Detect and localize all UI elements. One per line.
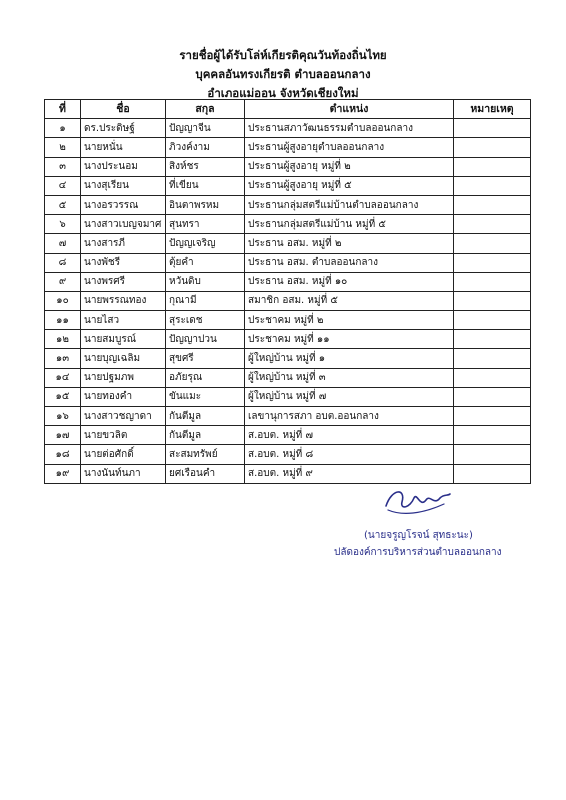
cell-name: นางพัชรี — [81, 253, 166, 272]
cell-surname: ขันแมะ — [166, 387, 245, 406]
cell-no: ๑๑ — [45, 311, 81, 330]
cell-position: ประธานกลุ่มสตรีแม่บ้านตำบลออนกลาง — [245, 195, 454, 214]
document-subtitle: บุคคลอันทรงเกียรติ ตำบลออนกลาง — [195, 67, 371, 81]
cell-position: ส.อบต. หมู่ที่ ๙ — [245, 464, 454, 483]
cell-surname: สะสมทรัพย์ — [166, 445, 245, 464]
cell-position: ประธานผู้สูงอายุ หมู่ที่ ๕ — [245, 176, 454, 195]
cell-no: ๑๖ — [45, 407, 81, 426]
cell-surname: สุนทรา — [166, 215, 245, 234]
cell-no: ๕ — [45, 195, 81, 214]
cell-position: ประธาน อสม. หมู่ที่ ๑๐ — [245, 272, 454, 291]
cell-remark — [454, 407, 531, 426]
cell-position: ประธานผู้สูงอายุ หมู่ที่ ๒ — [245, 157, 454, 176]
cell-remark — [454, 253, 531, 272]
cell-remark — [454, 291, 531, 310]
cell-position: เลขานุการสภา อบต.ออนกลาง — [245, 407, 454, 426]
document-location: อำเภอแม่ออน จังหวัดเชียงใหม่ — [207, 86, 359, 100]
table-row — [45, 176, 531, 195]
table-row — [45, 119, 531, 138]
cell-surname: สุขศรี — [166, 349, 245, 368]
cell-name: นางประนอม — [81, 157, 166, 176]
cell-surname: ปัญญาปวน — [166, 330, 245, 349]
table-row — [45, 234, 531, 253]
header-position: ตำแหน่ง — [245, 100, 454, 119]
cell-no: ๑๙ — [45, 464, 81, 483]
cell-no: ๔ — [45, 176, 81, 195]
cell-name: นางสุเรียน — [81, 176, 166, 195]
cell-name: นางสาวเบญจมาศ — [81, 215, 166, 234]
cell-remark — [454, 330, 531, 349]
cell-remark — [454, 215, 531, 234]
cell-no: ๑๗ — [45, 426, 81, 445]
cell-name: นายทองคำ — [81, 387, 166, 406]
cell-remark — [454, 387, 531, 406]
cell-position: ผู้ใหญ่บ้าน หมู่ที่ ๑ — [245, 349, 454, 368]
cell-no: ๑๔ — [45, 368, 81, 387]
cell-position: ประธานผู้สูงอายุตำบลออนกลาง — [245, 138, 454, 157]
cell-position: ประธานสภาวัฒนธรรมตำบลออนกลาง — [245, 119, 454, 138]
table-row — [45, 387, 531, 406]
cell-remark — [454, 195, 531, 214]
header-no: ที่ — [45, 100, 81, 119]
cell-position: สมาชิก อสม. หมู่ที่ ๕ — [245, 291, 454, 310]
table-row — [45, 272, 531, 291]
table-row — [45, 349, 531, 368]
cell-name: นายสมบูรณ์ — [81, 330, 166, 349]
cell-no: ๑๓ — [45, 349, 81, 368]
cell-name: นายต่อศักดิ์ — [81, 445, 166, 464]
cell-position: ประชาคม หมู่ที่ ๑๑ — [245, 330, 454, 349]
cell-surname: ปัญญเจริญ — [166, 234, 245, 253]
cell-name: นายบุญเฉลิม — [81, 349, 166, 368]
table-row — [45, 157, 531, 176]
cell-surname: ภิวงค์งาม — [166, 138, 245, 157]
cell-surname: กุณามี — [166, 291, 245, 310]
cell-remark — [454, 157, 531, 176]
cell-remark — [454, 234, 531, 253]
table-row — [45, 445, 531, 464]
cell-remark — [454, 464, 531, 483]
signatory-position: ปลัดองค์การบริหารส่วนตำบลออนกลาง — [334, 547, 502, 558]
table-row — [45, 195, 531, 214]
cell-name: นางนันท์นภา — [81, 464, 166, 483]
cell-name: นายไสว — [81, 311, 166, 330]
header-name: ชื่อ — [81, 100, 166, 119]
cell-surname: ยศเรือนคำ — [166, 464, 245, 483]
cell-position: ประธาน อสม. หมู่ที่ ๒ — [245, 234, 454, 253]
table-row — [45, 253, 531, 272]
cell-no: ๘ — [45, 253, 81, 272]
cell-position: ประธาน อสม. ตำบลออนกลาง — [245, 253, 454, 272]
cell-remark — [454, 176, 531, 195]
cell-position: ส.อบต. หมู่ที่ ๘ — [245, 445, 454, 464]
document-title: รายชื่อผู้ได้รับโล่ห์เกียรติคุณวันท้องถิ่นไทย — [179, 48, 387, 62]
cell-remark — [454, 349, 531, 368]
cell-remark — [454, 119, 531, 138]
cell-name: นางสารภี — [81, 234, 166, 253]
header-surname: สกุล — [166, 100, 245, 119]
cell-surname: อภัยรุณ — [166, 368, 245, 387]
cell-position: ผู้ใหญ่บ้าน หมู่ที่ ๓ — [245, 368, 454, 387]
cell-no: ๑๒ — [45, 330, 81, 349]
table-row — [45, 426, 531, 445]
cell-surname: หวันดิบ — [166, 272, 245, 291]
cell-remark — [454, 311, 531, 330]
cell-remark — [454, 445, 531, 464]
cell-name: ดร.ประดิษฐ์ — [81, 119, 166, 138]
cell-name: นางพรศรี — [81, 272, 166, 291]
cell-remark — [454, 138, 531, 157]
cell-position: ประชาคม หมู่ที่ ๒ — [245, 311, 454, 330]
cell-position: ประธานกลุ่มสตรีแม่บ้าน หมู่ที่ ๕ — [245, 215, 454, 234]
cell-no: ๑๘ — [45, 445, 81, 464]
cell-position: ส.อบต. หมู่ที่ ๗ — [245, 426, 454, 445]
cell-surname: ที่เขียน — [166, 176, 245, 195]
table-row — [45, 464, 531, 483]
cell-no: ๑๕ — [45, 387, 81, 406]
table-row — [45, 311, 531, 330]
table-row — [45, 291, 531, 310]
cell-no: ๑ — [45, 119, 81, 138]
signature-scribble-icon — [382, 480, 452, 520]
signatory-name: (นายจรูญโรจน์ สุทธะนะ) — [364, 530, 473, 541]
cell-position: ผู้ใหญ่บ้าน หมู่ที่ ๗ — [245, 387, 454, 406]
table-header-row — [45, 100, 531, 119]
header-remark: หมายเหตุ — [454, 100, 531, 119]
cell-name: นายพรรณทอง — [81, 291, 166, 310]
cell-remark — [454, 272, 531, 291]
cell-no: ๗ — [45, 234, 81, 253]
cell-surname: อินตาพรหม — [166, 195, 245, 214]
table-row — [45, 138, 531, 157]
cell-no: ๑๐ — [45, 291, 81, 310]
cell-no: ๖ — [45, 215, 81, 234]
table-row — [45, 215, 531, 234]
table-row — [45, 330, 531, 349]
cell-no: ๓ — [45, 157, 81, 176]
cell-surname: กันตีมูล — [166, 407, 245, 426]
cell-remark — [454, 368, 531, 387]
cell-no: ๒ — [45, 138, 81, 157]
cell-remark — [454, 426, 531, 445]
cell-surname: ตุ้ยคำ — [166, 253, 245, 272]
cell-surname: ปัญญาจีน — [166, 119, 245, 138]
table-row — [45, 368, 531, 387]
cell-surname: สิงห์ชร — [166, 157, 245, 176]
cell-no: ๙ — [45, 272, 81, 291]
table-body — [45, 119, 531, 484]
cell-name: นายหนั่น — [81, 138, 166, 157]
awardees-table — [44, 99, 531, 484]
table-row — [45, 407, 531, 426]
cell-name: นางสาวชญาดา — [81, 407, 166, 426]
cell-surname: กันตีมูล — [166, 426, 245, 445]
cell-name: นายปฐมภพ — [81, 368, 166, 387]
cell-surname: สุระเดช — [166, 311, 245, 330]
cell-name: นายขวลิต — [81, 426, 166, 445]
cell-name: นางอรวรรณ — [81, 195, 166, 214]
